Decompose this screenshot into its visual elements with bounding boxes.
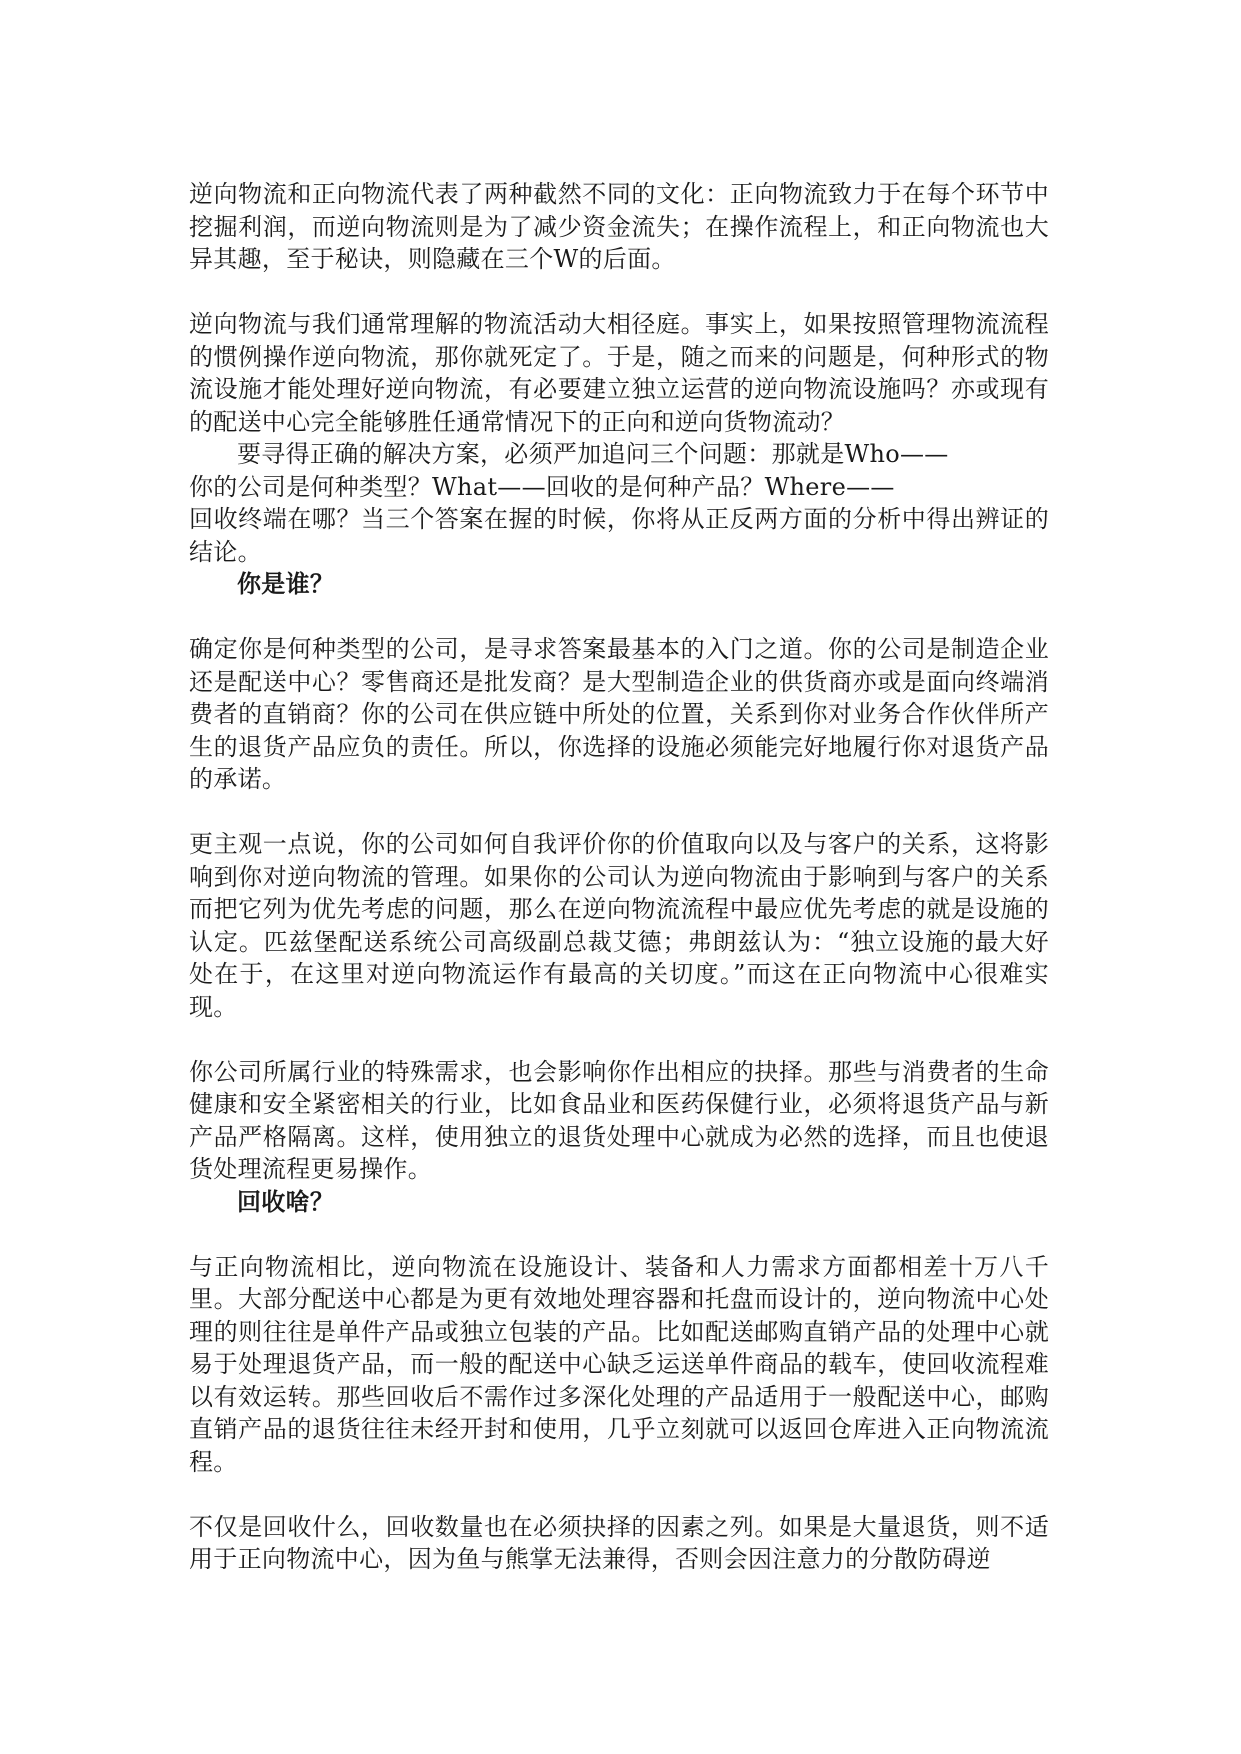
section-heading-who: 你是谁？ [237,569,335,598]
paragraph-subjective-view: 更主观一点说，你的公司如何自我评价你的价值取向以及与客户的关系，这将影响到你对逆向物流的管理。如果你的公司认为逆向物流由于影响到与客户的关系而把它列为优先考虑的问题，那么在逆向物流流程中最应优先考虑的就是设施的认定。匹兹堡配送系统公司高级副总裁艾德；弗朗兹认为：“独立设施的最大好处在于，在这里对逆向物流运作有最高的关切度。”而这在正向物流中心很难实现。 [189,830,1049,1021]
paragraph-industry-needs: 你公司所属行业的特殊需求，也会影响你作出相应的抉择。那些与消费者的生命健康和安全紧密相关的行业，比如食品业和医药保健行业，必须将退货产品与新产品严格隔离。这样，使用独立的退货处理中心就成为必然的选择，而且也使退货处理流程更易操作。 [189,1057,1049,1183]
paragraph-spacer [189,796,1049,829]
paragraph-company-type: 确定你是何种类型的公司，是寻求答案最基本的入门之道。你的公司是制造企业还是配送中心？零售商还是批发商？是大型制造企业的供货商亦或是面向终端消费者的直销商？你的公司在供应链中所处的位置，关系到你对业务合作伙伴所产生的退货产品应负的责任。所以，你选择的设施必须能完好地履行你对退货产品的承诺。 [189,635,1049,793]
paragraph-intro: 逆向物流和正向物流代表了两种截然不同的文化：正向物流致力于在每个环节中挖掘利润，而逆向物流则是为了减少资金流失；在操作流程上，和正向物流也大异其趣，至于秘诀，则隐藏在三个W的后面。 [189,180,1049,273]
paragraph-three-questions-line-1: 要寻得正确的解决方案，必须严加追问三个问题：那就是Who—— [237,440,949,468]
paragraph-three-questions-line-3: 回收终端在哪？当三个答案在握的时候，你将从正反两方面的分析中得出辨证的结论。 [189,505,1049,566]
paragraph-three-questions-line-2: 你的公司是何种类型？What——回收的是何种产品？Where—— [189,472,895,501]
paragraph-spacer [189,276,1049,309]
document-body [189,178,1049,1576]
paragraph-facility-comparison: 与正向物流相比，逆向物流在设施设计、装备和人力需求方面都相差十万八千里。大部分配送中心都是为更有效地处理容器和托盘而设计的，逆向物流中心处理的则往往是单件产品或独立包装的产品。比如配送邮购直销产品的处理中心就易于处理退货产品，而一般的配送中心缺乏运送单件商品的载车，使回收流程难以有效运转。那些回收后不需作过多深化处理的产品适用于一般配送中心，邮购直销产品的退货往往未经开封和使用，几乎立刻就可以返回仓库进入正向物流流程。 [189,1252,1049,1476]
paragraph-spacer [189,1023,1049,1056]
paragraph-spacer [189,601,1049,634]
paragraph-reverse-logistics-question: 逆向物流与我们通常理解的物流活动大相径庭。事实上，如果按照管理物流流程的惯例操作逆向物流，那你就死定了。于是，随之而来的问题是，何种形式的物流设施才能处理好逆向物流，有必要建立独立运营的逆向物流设施吗？亦或现有的配送中心完全能够胜任通常情况下的正向和逆向货物流动？ [189,310,1049,436]
paragraph-return-volume: 不仅是回收什么，回收数量也在必须抉择的因素之列。如果是大量退货，则不适用于正向物流中心，因为鱼与熊掌无法兼得，否则会因注意力的分散防碍逆 [189,1512,1049,1573]
paragraph-spacer [189,1218,1049,1251]
paragraph-spacer [189,1478,1049,1511]
section-heading-what: 回收啥？ [237,1186,335,1216]
